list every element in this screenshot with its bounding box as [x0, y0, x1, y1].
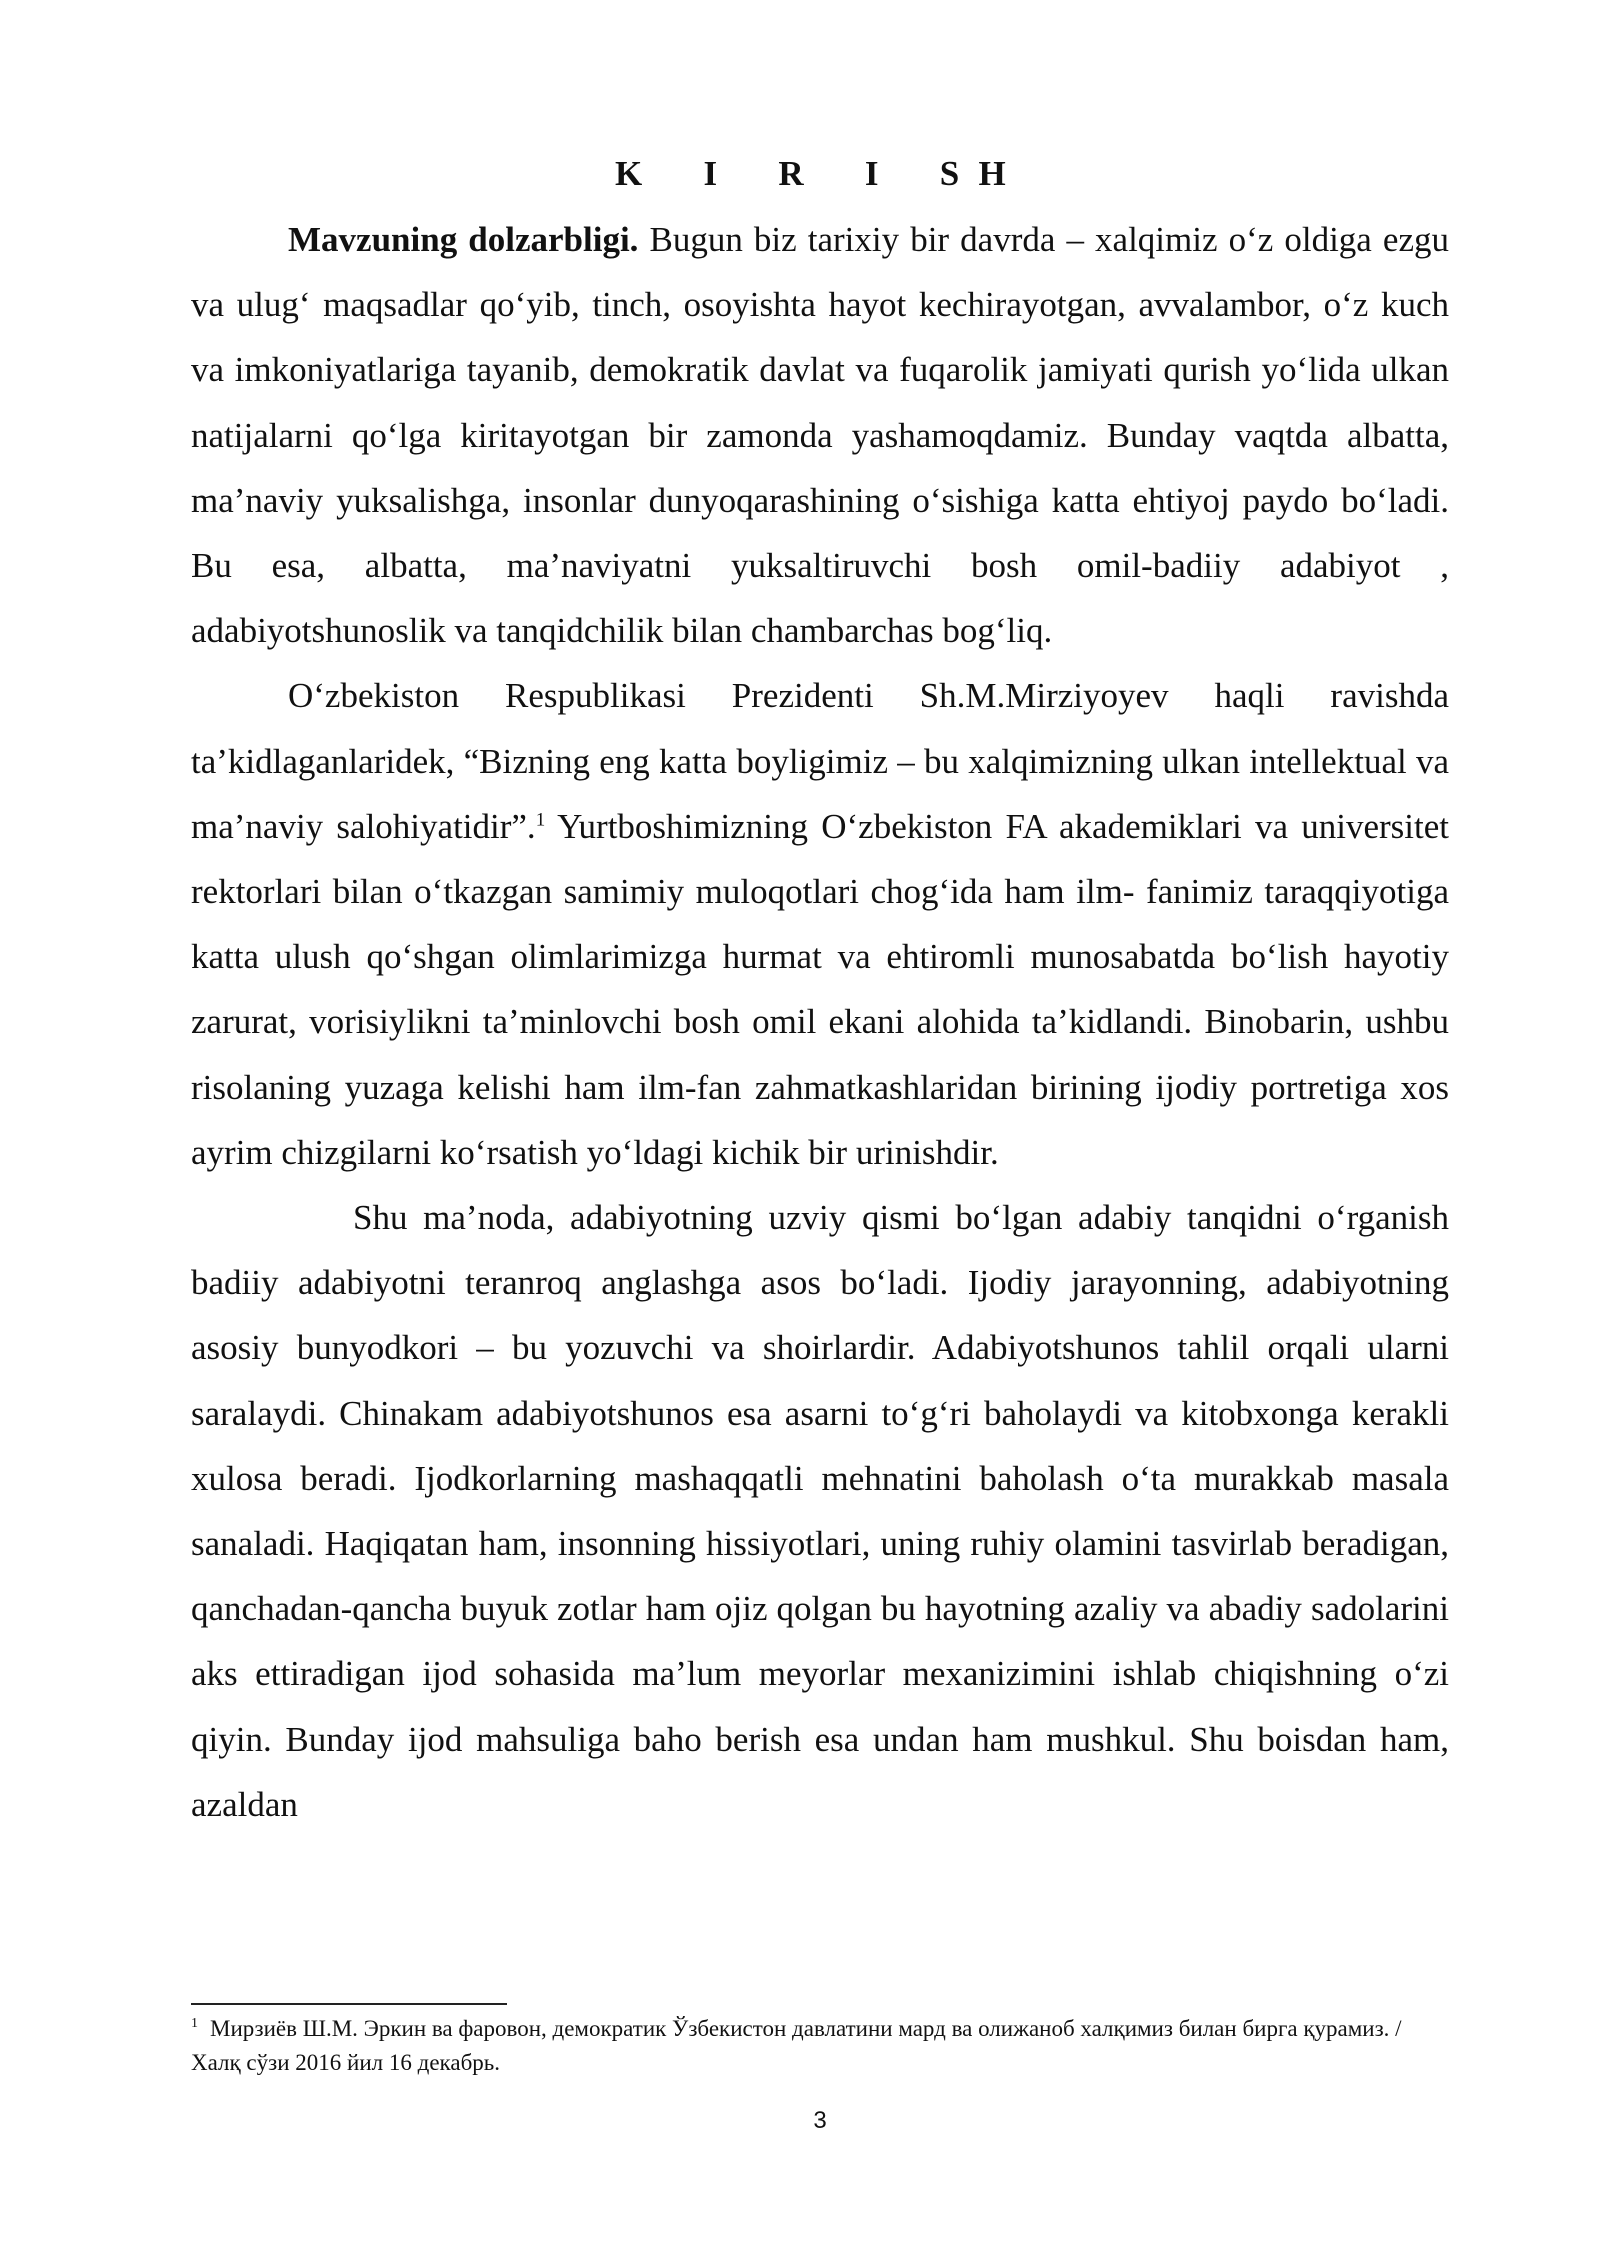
paragraph-text: Yurtboshimizning Oʻzbekiston FA akademiklari va universitet rektorlari bilan oʻtkazgan samimiy muloqotlari chogʻida ham ilm- fanimiz taraqqiyotiga katta ulush qoʻshgan olimlarimizga hurmat va ehtiromli munosabatda boʻlish hayotiy zarurat, vorisiylikni ta’minlovchi bosh omil ekani alohida ta’kidlandi. Binobarin, ushbu risolaning yuzaga kelishi ham ilm-fan zahmatkashlaridan birining ijodiy portretiga xos ayrim chizgilarni koʻrsatish yoʻldagi kichik bir urinishdir. [191, 806, 1449, 1172]
footnote [191, 2012, 1449, 2080]
footnote-number: 1 [191, 2016, 198, 2032]
footnote-text: Мирзиёв Ш.М. Эркин ва фаровон, демократик Ўзбекистон давлатини мард ва олижаноб халқимиз билан бирга қурамиз. / Халқ сўзи 2016 йил 16 декабрь. [191, 2016, 1402, 2075]
paragraph-relevance [191, 207, 1449, 663]
footnote-separator [191, 2003, 507, 2005]
paragraph-president-quote [191, 663, 1449, 1185]
footnote-reference: 1 [535, 809, 546, 831]
paragraph-text: Oʻzbekiston Respublikasi Prezidenti Sh.M.Mirziyoyev haqli ravishda ta’kidlaganlaridek, “Bizning eng katta boyligimiz – bu xalqimizning ulkan intellektual va ma’naviy salohiyatidir”. [191, 676, 1449, 846]
paragraph-lead-heading: Mavzuning dolzarbligi. [288, 220, 639, 259]
page-number: 3 [813, 2107, 827, 2134]
paragraph-literary-criticism [191, 1185, 1449, 1837]
page-title: K I R I SH [615, 154, 1025, 193]
paragraph-text: Shu ma’noda, adabiyotning uzviy qismi boʻlgan adabiy tanqidni oʻrganish badiiy adabiyotni teranroq anglashga asos boʻladi. Ijodiy jarayonning, adabiyotning asosiy bunyodkori – bu yozuvchi va shoirlardir. Adabiyotshunos tahlil orqali ularni saralaydi. Chinakam adabiyotshunos esa asarni toʻgʻri baholaydi va kitobxonga kerakli xulosa beradi. Ijodkorlarning mashaqqatli mehnatini baholash oʻta murakkab masala sanaladi. Haqiqatan ham, insonning hissiyotlari, uning ruhiy olamini tasvirlab beradigan, qanchadan-qancha buyuk zotlar ham ojiz qolgan bu hayotning azaliy va abadiy sadolarini aks ettiradigan ijod sohasida ma’lum meyorlar mexanizimini ishlab chiqishning oʻzi qiyin. Bunday ijod mahsuliga baho berish esa undan ham mushkul. Shu boisdan ham, azaldan [191, 1198, 1449, 1824]
body-text [191, 207, 1449, 1837]
paragraph-text: Bugun biz tarixiy bir davrda – xalqimiz oʻz oldiga ezgu va ulugʻ maqsadlar qoʻyib, tinch, osoyishta hayot kechirayotgan, avvalambor, oʻz kuch va imkoniyatlariga tayanib, demokratik davlat va fuqarolik jamiyati qurish yoʻlida ulkan natijalarni qoʻlga kiritayotgan bir zamonda yashamoqdamiz. Bunday vaqtda albatta, ma’naviy yuksalishga, insonlar dunyoqarashining oʻsishiga katta ehtiyoj paydo boʻladi. Bu esa, albatta, ma’naviyatni yuksaltiruvchi bosh omil-badiiy adabiyot , adabiyotshunoslik va tanqidchilik bilan chambarchas bogʻliq. [191, 220, 1449, 651]
